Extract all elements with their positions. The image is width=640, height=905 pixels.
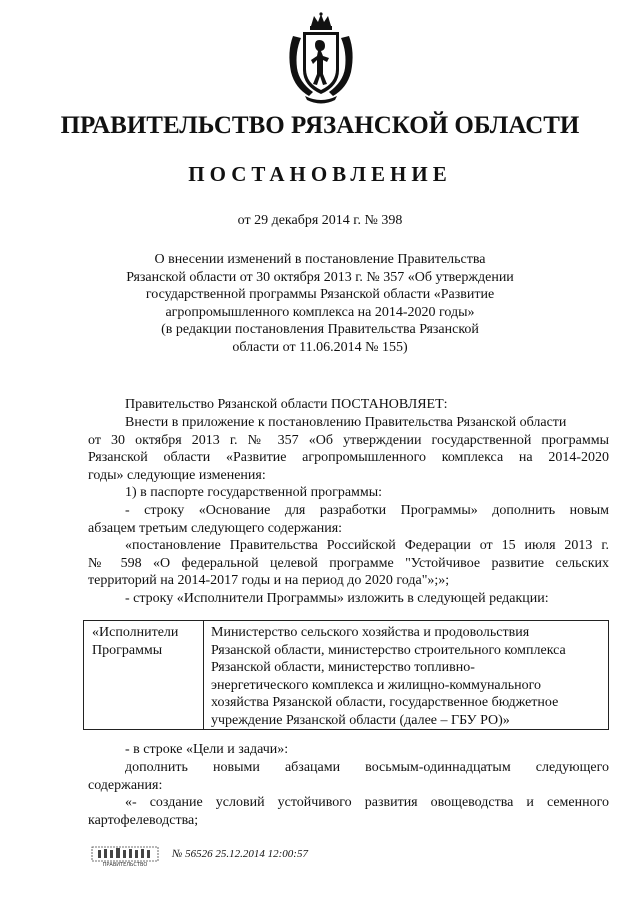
item-1: 1) в паспорте государственной программы: (125, 485, 383, 500)
table-cell-left (92, 624, 178, 659)
subject-line: (в редакции постановления Правительства Рязанской (161, 322, 479, 337)
cell-line: Рязанской области, министерство топливно- (211, 660, 475, 675)
paragraph-line: Внести в приложение к постановлению Правительства Рязанской области (125, 415, 567, 430)
paragraph-4: - строку «Исполнители Программы» изложить в следующей редакции: (125, 591, 549, 606)
registration-footer (90, 845, 350, 867)
decree-line: Правительство Рязанской области ПОСТАНОВЛЯЕТ: (125, 397, 448, 412)
subject-line: О внесении изменений в постановление Правительства (154, 252, 486, 267)
paragraph-line: - строку «Основание для разработки Программы» дополнить новым (125, 503, 609, 518)
subject-line: Рязанской области от 30 октября 2013 г. № 357 «Об утверждении (126, 269, 514, 285)
paragraph-2 (88, 502, 609, 537)
table-cell-right (211, 624, 566, 729)
paragraph-5: - в строке «Цели и задачи»: (125, 742, 289, 757)
paragraph-line: № 598 «О федеральной целевой программе "Устойчивое развитие сельских (88, 555, 609, 571)
cell-line: «Исполнители (92, 625, 179, 640)
executors-table (83, 620, 609, 730)
paragraph-line: картофелеводства; (88, 812, 199, 828)
paragraph-7 (88, 794, 609, 829)
stamp-text: ПРАВИТЕЛЬСТВО (102, 862, 148, 867)
paragraph-line: «постановление Правительства Российской Федерации от 15 июля 2013 г. (125, 538, 609, 553)
paragraph-line: Рязанской области «Развитие агропромышленного комплекса на 2014-2020 (88, 450, 609, 465)
coat-of-arms-emblem (283, 12, 359, 104)
paragraph-6 (88, 759, 609, 794)
cell-line: Министерство сельского хозяйства и продовольствия (211, 625, 530, 640)
paragraph-line: дополнить новыми абзацами восьмым-одиннадцатым следующего (125, 760, 609, 775)
organization-title: ПРАВИТЕЛЬСТВО РЯЗАНСКОЙ ОБЛАСТИ (60, 112, 580, 139)
paragraph-line: содержания: (88, 777, 163, 793)
stamp-logo (90, 845, 160, 867)
paragraph-3 (88, 537, 609, 590)
document-subject (0, 251, 640, 356)
subject-line: области от 11.06.2014 № 155) (232, 339, 408, 355)
cell-line: Рязанской области, министерство строительного комплекса (211, 642, 566, 658)
paragraph-line: абзацем третьим следующего содержания: (88, 520, 343, 536)
cell-line: энергетического комплекса и жилищно-коммунального (211, 677, 542, 693)
paragraph-line: территорий на 2014-2017 годы и на период до 2020 года"»;»; (88, 573, 450, 588)
date-number: от 29 декабря 2014 г. № 398 (237, 213, 403, 228)
cell-line: учреждение Рязанской области (далее – ГБУ РО)» (211, 712, 510, 728)
table-divider (203, 621, 204, 729)
cell-line: Программы (92, 642, 163, 658)
paragraph-1 (88, 414, 609, 484)
cell-line: хозяйства Рязанской области, государственное бюджетное (211, 695, 559, 710)
subject-line: агропромышленного комплекса на 2014-2020 годы» (165, 304, 475, 320)
registration-info: № 56526 25.12.2014 12:00:57 (172, 848, 308, 860)
paragraph-line: от 30 октября 2013 г. № 357 «Об утверждении государственной программы (88, 432, 609, 448)
paragraph-line: «- создание условий устойчивого развития овощеводства и семенного (125, 795, 609, 810)
document-type: ПОСТАНОВЛЕНИЕ (188, 162, 452, 186)
paragraph-line: годы» следующие изменения: (88, 467, 266, 483)
subject-line: государственной программы Рязанской области «Развитие (145, 287, 495, 302)
